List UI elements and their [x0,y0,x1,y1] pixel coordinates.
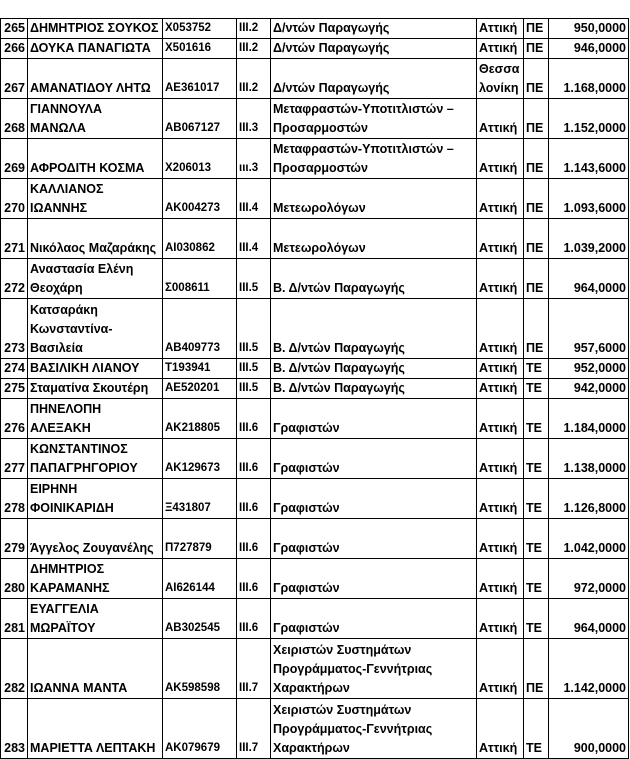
grade-code-cell: ΙΙΙ.2 [237,19,271,39]
score-cell: 950,0000 [549,19,629,39]
grade-code-cell: ΙΙΙ.6 [237,479,271,519]
row-number-cell: 282 [1,639,28,699]
grade-code-cell: ΙΙΙ.5 [237,259,271,299]
score-cell: 1.184,0000 [549,399,629,439]
table-row [1,599,629,639]
region-cell: Αττική [477,19,524,39]
id-number-cell: ΑΚ129673 [163,439,237,479]
grade-code-cell: ΙΙΙ.5 [237,379,271,399]
region-cell: Αττική [477,139,524,179]
table-row [1,59,629,99]
table-row [1,379,629,399]
id-number-cell: ΑΙ030862 [163,219,237,259]
id-number-cell: ΑΚ004273 [163,179,237,219]
region-cell: Θεσσα λονίκη [477,59,524,99]
region-cell: Αττική [477,299,524,359]
table-row [1,299,629,359]
full-name-cell: Άγγελος Ζουγανέλης [28,519,163,559]
education-level-cell: ΤΕ [524,479,549,519]
score-cell: 900,0000 [549,699,629,759]
score-cell: 1.168,0000 [549,59,629,99]
table-row [1,219,629,259]
specialty-cell: Γραφιστών [271,519,477,559]
row-number-cell: 275 [1,379,28,399]
grade-code-cell: ΙΙΙ.5 [237,359,271,379]
score-cell: 1.039,2000 [549,219,629,259]
score-cell: 964,0000 [549,599,629,639]
education-level-cell: ΠΕ [524,59,549,99]
id-number-cell: ΑΕ520201 [163,379,237,399]
full-name-cell: ΚΩΝΣΤΑΝΤΙΝΟΣ ΠΑΠΑΓΡΗΓΟΡΙΟΥ [28,439,163,479]
full-name-cell: ΔΟΥΚΑ ΠΑΝΑΓΙΩΤΑ [28,39,163,59]
grade-code-cell: ΙΙΙ.2 [237,59,271,99]
grade-code-cell: ΙΙΙ.4 [237,179,271,219]
grade-code-cell: ΙΙΙ.5 [237,299,271,359]
education-level-cell: ΤΕ [524,359,549,379]
specialty-cell: Β. Δ/ντών Παραγωγής [271,259,477,299]
id-number-cell: ΑΕ361017 [163,59,237,99]
region-cell: Αττική [477,699,524,759]
score-cell: 957,6000 [549,299,629,359]
table-body [1,19,629,759]
region-cell: Αττική [477,39,524,59]
grade-code-cell: ΙΙΙ.6 [237,559,271,599]
table-row [1,559,629,599]
specialty-cell: Β. Δ/ντών Παραγωγής [271,359,477,379]
specialty-cell: Χειριστών Συστημάτων Προγράμματος-Γεννήτριας Χαρακτήρων [271,699,477,759]
score-cell: 964,0000 [549,259,629,299]
education-level-cell: ΠΕ [524,179,549,219]
education-level-cell: ΠΕ [524,219,549,259]
grade-code-cell: ΙΙΙ.6 [237,519,271,559]
specialty-cell: Δ/ντών Παραγωγής [271,59,477,99]
id-number-cell: ΑΚ079679 [163,699,237,759]
score-cell: 972,0000 [549,559,629,599]
specialty-cell: Μεταφραστών-Υποτιτλιστών –Προσαρμοστών [271,99,477,139]
table-row [1,139,629,179]
row-number-cell: 266 [1,39,28,59]
education-level-cell: ΠΕ [524,299,549,359]
row-number-cell: 278 [1,479,28,519]
table-row [1,259,629,299]
score-cell: 1.143,6000 [549,139,629,179]
full-name-cell: Σταματίνα Σκουτέρη [28,379,163,399]
full-name-cell: ΚΑΛΛΙΑΝΟΣ ΙΩΑΝΝΗΣ [28,179,163,219]
row-number-cell: 277 [1,439,28,479]
table-row [1,39,629,59]
score-cell: 1.126,8000 [549,479,629,519]
row-number-cell: 281 [1,599,28,639]
region-cell: Αττική [477,359,524,379]
id-number-cell: Χ206013 [163,139,237,179]
region-cell: Αττική [477,519,524,559]
table-row [1,519,629,559]
education-level-cell: ΤΕ [524,559,549,599]
grade-code-cell: ΙΙΙ.6 [237,599,271,639]
full-name-cell: ΕΥΑΓΓΕΛΙΑ ΜΩΡΑΪΤΟΥ [28,599,163,639]
grade-code-cell: ΙΙΙ.4 [237,219,271,259]
full-name-cell: Κατσαράκη Κωνσταντίνα- Βασιλεία [28,299,163,359]
id-number-cell: Π727879 [163,519,237,559]
score-cell: 946,0000 [549,39,629,59]
full-name-cell: ΕΙΡΗΝΗ ΦΟΙΝΙΚΑΡΙΔΗ [28,479,163,519]
table-row [1,399,629,439]
row-number-cell: 276 [1,399,28,439]
id-number-cell: Σ008611 [163,259,237,299]
specialty-cell: Β. Δ/ντών Παραγωγής [271,379,477,399]
full-name-cell: ΙΩΑΝΝΑ ΜΑΝΤΑ [28,639,163,699]
region-cell: Αττική [477,259,524,299]
specialty-cell: Μετεωρολόγων [271,219,477,259]
education-level-cell: ΤΕ [524,599,549,639]
score-cell: 942,0000 [549,379,629,399]
id-number-cell: ΑΚ598598 [163,639,237,699]
id-number-cell: Ξ431807 [163,479,237,519]
education-level-cell: ΠΕ [524,39,549,59]
specialty-cell: Δ/ντών Παραγωγής [271,39,477,59]
region-cell: Αττική [477,379,524,399]
full-name-cell: ΠΗΝΕΛΟΠΗ ΑΛΕΞΑΚΗ [28,399,163,439]
specialty-cell: Γραφιστών [271,479,477,519]
row-number-cell: 271 [1,219,28,259]
row-number-cell: 269 [1,139,28,179]
table-row [1,179,629,219]
row-number-cell: 283 [1,699,28,759]
row-number-cell: 273 [1,299,28,359]
full-name-cell: ΑΦΡΟΔΙΤΗ ΚΟΣΜΑ [28,139,163,179]
specialty-cell: Γραφιστών [271,559,477,599]
region-cell: Αττική [477,559,524,599]
candidates-table [0,18,629,759]
score-cell: 1.042,0000 [549,519,629,559]
row-number-cell: 270 [1,179,28,219]
score-cell: 952,0000 [549,359,629,379]
region-cell: Αττική [477,479,524,519]
education-level-cell: ΠΕ [524,19,549,39]
row-number-cell: 279 [1,519,28,559]
id-number-cell: ΑΚ218805 [163,399,237,439]
table-row [1,699,629,759]
full-name-cell: ΔΗΜΗΤΡΙΟΣ ΚΑΡΑΜΑΝΗΣ [28,559,163,599]
row-number-cell: 268 [1,99,28,139]
table-row [1,99,629,139]
grade-code-cell: ιιι.3 [237,139,271,179]
specialty-cell: Γραφιστών [271,599,477,639]
id-number-cell: ΑΒ302545 [163,599,237,639]
region-cell: Αττική [477,399,524,439]
specialty-cell: Γραφιστών [271,439,477,479]
specialty-cell: Χειριστών Συστημάτων Προγράμματος-Γεννήτριας Χαρακτήρων [271,639,477,699]
region-cell: Αττική [477,99,524,139]
region-cell: Αττική [477,219,524,259]
education-level-cell: ΠΕ [524,139,549,179]
grade-code-cell: ΙΙΙ.6 [237,399,271,439]
row-number-cell: 272 [1,259,28,299]
education-level-cell: ΤΕ [524,379,549,399]
table-top-edge [0,0,628,19]
full-name-cell: ΔΗΜΗΤΡΙΟΣ ΣΟΥΚΟΣ [28,19,163,39]
score-cell: 1.152,0000 [549,99,629,139]
grade-code-cell: ΙΙΙ.7 [237,699,271,759]
row-number-cell: 274 [1,359,28,379]
education-level-cell: ΤΕ [524,439,549,479]
specialty-cell: Γραφιστών [271,399,477,439]
score-cell: 1.138,0000 [549,439,629,479]
id-number-cell: Χ501616 [163,39,237,59]
table-row [1,639,629,699]
full-name-cell: Νικόλαος Μαζαράκης [28,219,163,259]
row-number-cell: 265 [1,19,28,39]
id-number-cell: ΑΙ626144 [163,559,237,599]
table-row [1,439,629,479]
id-number-cell: Τ193941 [163,359,237,379]
full-name-cell: ΒΑΣΙΛΙΚΗ ΛΙΑΝΟΥ [28,359,163,379]
grade-code-cell: ΙΙΙ.3 [237,99,271,139]
table-row [1,479,629,519]
id-number-cell: ΑΒ409773 [163,299,237,359]
score-cell: 1.093,6000 [549,179,629,219]
table-row [1,359,629,379]
region-cell: Αττική [477,639,524,699]
full-name-cell: ΜΑΡΙΕΤΤΑ ΛΕΠΤΑΚΗ [28,699,163,759]
row-number-cell: 280 [1,559,28,599]
specialty-cell: Β. Δ/ντών Παραγωγής [271,299,477,359]
table-row [1,19,629,39]
row-number-cell: 267 [1,59,28,99]
grade-code-cell: ΙΙΙ.6 [237,439,271,479]
education-level-cell: ΠΕ [524,639,549,699]
education-level-cell: ΤΕ [524,699,549,759]
education-level-cell: ΠΕ [524,99,549,139]
region-cell: Αττική [477,179,524,219]
specialty-cell: Δ/ντών Παραγωγής [271,19,477,39]
id-number-cell: ΑΒ067127 [163,99,237,139]
education-level-cell: ΤΕ [524,399,549,439]
specialty-cell: Μετεωρολόγων [271,179,477,219]
grade-code-cell: ΙΙΙ.2 [237,39,271,59]
grade-code-cell: ΙΙΙ.7 [237,639,271,699]
education-level-cell: ΠΕ [524,259,549,299]
score-cell: 1.142,0000 [549,639,629,699]
full-name-cell: Αναστασία Ελένη Θεοχάρη [28,259,163,299]
education-level-cell: ΤΕ [524,519,549,559]
id-number-cell: Χ053752 [163,19,237,39]
full-name-cell: ΓΙΑΝΝΟΥΛΑ ΜΑΝΩΛΑ [28,99,163,139]
full-name-cell: ΑΜΑΝΑΤΙΔΟΥ ΛΗΤΩ [28,59,163,99]
region-cell: Αττική [477,599,524,639]
specialty-cell: Μεταφραστών-Υποτιτλιστών –Προσαρμοστών [271,139,477,179]
region-cell: Αττική [477,439,524,479]
